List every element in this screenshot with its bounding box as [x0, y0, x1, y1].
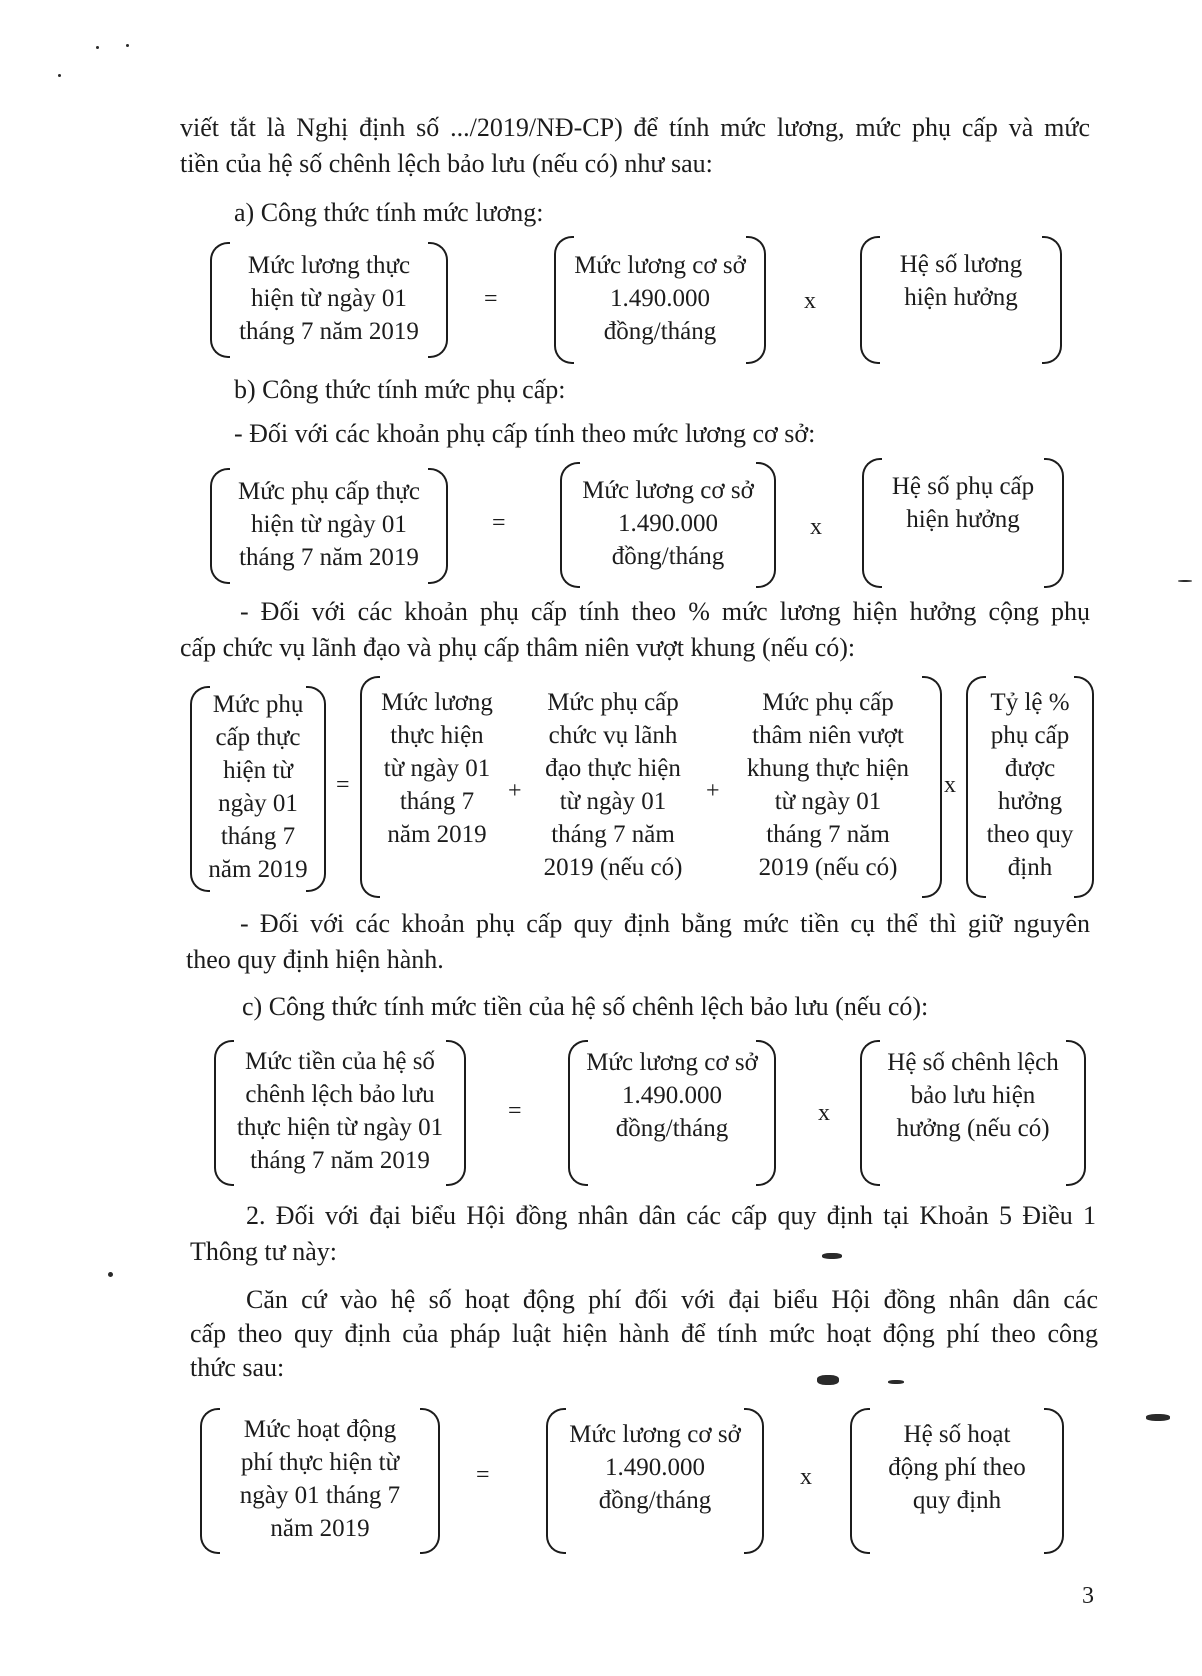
term-line: chức vụ lãnh — [548, 722, 678, 749]
times-sign: x — [804, 288, 816, 314]
right-paren — [1074, 676, 1094, 898]
term-line: phụ cấp — [990, 722, 1070, 749]
term-line: năm 2019 — [387, 821, 487, 848]
times-sign: x — [944, 772, 956, 798]
term-line: từ ngày 01 — [559, 788, 667, 815]
scan-speck — [888, 1380, 904, 1384]
equals-sign: = — [508, 1098, 522, 1124]
term-line: hưởng — [997, 788, 1063, 815]
formula-d-middle — [552, 1408, 758, 1550]
formula-b2-term-2 — [528, 686, 698, 886]
term-line: Mức lương cơ sở — [574, 251, 746, 279]
left-paren — [546, 1408, 566, 1554]
term-line: theo quy — [986, 821, 1074, 848]
term-line: Mức phụ cấp — [762, 689, 894, 716]
term-line: thâm niên vượt — [752, 722, 904, 749]
formula-c-right — [866, 1040, 1080, 1182]
left-paren — [568, 1040, 588, 1186]
term-line: thực hiện từ ngày 01 — [236, 1114, 444, 1141]
formula-b1-right — [868, 458, 1058, 584]
term-line: động phí theo — [888, 1454, 1026, 1481]
left-paren — [966, 676, 986, 898]
right-paren — [446, 1040, 466, 1186]
term-line: Mức lương cơ sở — [569, 1421, 741, 1448]
equals-sign: = — [484, 286, 498, 312]
term-line: đồng/tháng — [598, 1487, 712, 1514]
term-line: tháng 7 — [220, 823, 296, 850]
term-line: từ ngày 01 — [383, 755, 491, 782]
formula-a-left — [216, 242, 442, 354]
right-paren — [744, 1408, 764, 1554]
left-paren — [200, 1408, 220, 1554]
left-paren — [560, 462, 580, 588]
term-line: Tỷ lệ % — [990, 689, 1070, 716]
term-line: tháng 7 — [399, 788, 475, 815]
term-line: 2019 (nếu có) — [758, 854, 898, 881]
intro-line-2: tiền của hệ số chênh lệch bảo lưu (nếu có) như sau: — [180, 149, 713, 178]
term-line: ngày 01 tháng 7 — [239, 1482, 401, 1509]
formula-a-middle — [560, 236, 760, 360]
paragraph-3-line-1: Căn cứ vào hệ số hoạt động phí đối với đại biểu Hội đồng nhân dân các — [246, 1285, 1098, 1314]
section-b-bullet-1: - Đối với các khoản phụ cấp tính theo mức lương cơ sở: — [234, 419, 816, 448]
term-line: cấp thực — [215, 724, 301, 751]
section-a-heading: a) Công thức tính mức lương: — [234, 198, 544, 227]
term-line: 1.490.000 — [622, 1082, 722, 1109]
paragraph-3-line-2: cấp theo quy định của pháp luật hiện hành để tính mức hoạt động phí theo công — [190, 1319, 1098, 1348]
right-paren — [756, 462, 776, 588]
paragraph-3-line-3: thức sau: — [190, 1353, 285, 1382]
term-line: Mức phụ cấp thực — [238, 477, 420, 505]
term-line: 1.490.000 — [605, 1454, 705, 1481]
term-line: đạo thực hiện — [545, 755, 681, 782]
plus-sign: + — [508, 778, 522, 804]
paragraph-2-line-1: 2. Đối với đại biểu Hội đồng nhân dân các cấp quy định tại Khoản 5 Điều 1 — [246, 1201, 1096, 1230]
term-line: tháng 7 năm 2019 — [250, 1147, 430, 1174]
term-line: Mức hoạt động — [243, 1416, 397, 1443]
right-paren — [1044, 458, 1064, 588]
equals-sign: = — [492, 510, 506, 536]
times-sign: x — [810, 514, 822, 540]
formula-b2-term-1 — [372, 686, 502, 854]
right-paren — [756, 1040, 776, 1186]
section-c-heading: c) Công thức tính mức tiền của hệ số chênh lệch bảo lưu (nếu có): — [242, 992, 929, 1021]
term-line: chênh lệch bảo lưu — [245, 1081, 435, 1108]
section-b-bullet-3-line-2: theo quy định hiện hành. — [186, 945, 444, 974]
formula-d-left — [206, 1408, 434, 1550]
left-paren — [860, 236, 880, 364]
right-paren — [1044, 1408, 1064, 1554]
scan-speck — [822, 1253, 842, 1259]
equals-sign: = — [336, 772, 350, 798]
section-b-bullet-2-line-1: - Đối với các khoản phụ cấp tính theo % mức lương hiện hưởng cộng phụ — [240, 597, 1090, 626]
left-paren — [190, 686, 210, 892]
term-line: hiện từ ngày 01 — [251, 510, 407, 538]
term-line: được — [1004, 755, 1056, 782]
formula-b1-left — [216, 468, 442, 580]
scan-speck — [126, 44, 129, 47]
scan-speck — [1178, 580, 1192, 582]
formula-c-left — [220, 1040, 460, 1182]
term-line: năm 2019 — [208, 856, 308, 883]
term-line: hiện từ ngày 01 — [251, 284, 407, 312]
formula-b2-term-3 — [728, 686, 928, 886]
paragraph-2-line-2: Thông tư này: — [190, 1237, 337, 1266]
formula-b2-result — [196, 686, 320, 888]
left-paren — [210, 468, 230, 584]
left-paren — [862, 458, 882, 588]
term-line: năm 2019 — [270, 1515, 370, 1542]
formula-a-right — [866, 236, 1056, 360]
term-line: hưởng (nếu có) — [896, 1115, 1050, 1142]
times-sign: x — [800, 1464, 812, 1490]
term-line: hiện từ — [223, 757, 293, 784]
term-line: Mức lương — [381, 689, 493, 716]
left-paren — [554, 236, 574, 364]
term-line: Mức phụ — [212, 691, 304, 718]
term-line: tháng 7 năm 2019 — [239, 543, 419, 571]
term-line: tháng 7 năm 2019 — [239, 317, 419, 345]
left-paren — [860, 1040, 880, 1186]
equals-sign: = — [476, 1462, 490, 1488]
right-paren — [428, 242, 448, 358]
term-line: Mức lương cơ sở — [586, 1049, 758, 1076]
term-line: Hệ số chênh lệch — [887, 1049, 1059, 1076]
term-line: Mức lương thực — [247, 251, 411, 279]
term-line: định — [1007, 854, 1053, 881]
right-paren — [306, 686, 326, 892]
term-line: thực hiện — [390, 722, 484, 749]
scan-speck — [1146, 1414, 1170, 1421]
section-b-heading: b) Công thức tính mức phụ cấp: — [234, 375, 566, 404]
scan-speck — [108, 1272, 113, 1277]
term-line: 1.490.000 — [610, 284, 710, 312]
intro-line-1: viết tắt là Nghị định số .../2019/NĐ-CP) để tính mức lương, mức phụ cấp và mức — [180, 113, 1090, 142]
term-line: Hệ số lương — [899, 251, 1023, 278]
right-paren — [1066, 1040, 1086, 1186]
term-line: đồng/tháng — [603, 317, 717, 345]
section-b-bullet-2-line-2: cấp chức vụ lãnh đạo và phụ cấp thâm niên vượt khung (nếu có): — [180, 633, 856, 662]
scan-speck — [58, 74, 61, 77]
scan-speck — [96, 46, 99, 49]
term-line: quy định — [912, 1487, 1002, 1514]
right-paren — [428, 468, 448, 584]
term-line: Mức lương cơ sở — [582, 476, 754, 504]
term-line: hiện hưởng — [904, 284, 1018, 311]
left-paren — [210, 242, 230, 358]
term-line: tháng 7 năm — [766, 821, 890, 848]
page-number: 3 — [1082, 1583, 1094, 1609]
term-line: tháng 7 năm — [551, 821, 675, 848]
right-paren — [746, 236, 766, 364]
term-line: bảo lưu hiện — [910, 1082, 1036, 1109]
section-b-bullet-3-line-1: - Đối với các khoản phụ cấp quy định bằng mức tiền cụ thể thì giữ nguyên — [240, 909, 1090, 938]
term-line: đồng/tháng — [611, 542, 725, 570]
term-line: Mức tiền của hệ số — [245, 1048, 435, 1075]
formula-d-right — [856, 1408, 1058, 1550]
term-line: 2019 (nếu có) — [543, 854, 683, 881]
formula-c-middle — [574, 1040, 770, 1182]
times-sign: x — [818, 1100, 830, 1126]
term-line: Hệ số hoạt — [903, 1421, 1011, 1448]
right-paren — [1042, 236, 1062, 364]
formula-b2-factor — [972, 676, 1088, 894]
term-line: Mức phụ cấp — [547, 689, 679, 716]
left-paren — [214, 1040, 234, 1186]
term-line: khung thực hiện — [746, 755, 910, 782]
term-line: đồng/tháng — [615, 1115, 729, 1142]
term-line: ngày 01 — [218, 790, 298, 817]
term-line: phí thực hiện từ — [240, 1449, 400, 1476]
left-paren — [850, 1408, 870, 1554]
scan-speck — [817, 1375, 839, 1385]
term-line: từ ngày 01 — [774, 788, 882, 815]
term-line: Hệ số phụ cấp — [891, 473, 1035, 500]
term-line: hiện hưởng — [906, 506, 1020, 533]
plus-sign: + — [706, 778, 720, 804]
right-paren — [420, 1408, 440, 1554]
formula-b1-middle — [566, 462, 770, 584]
term-line: 1.490.000 — [618, 509, 718, 537]
